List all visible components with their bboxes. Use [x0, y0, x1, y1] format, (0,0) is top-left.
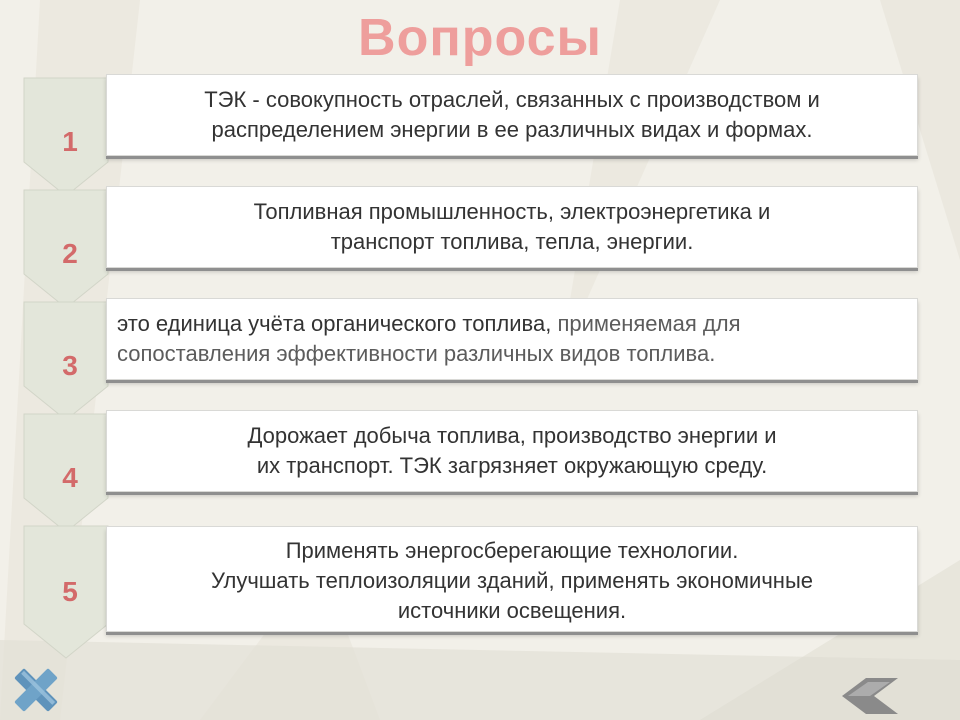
item-number-5: 5 [62, 576, 78, 607]
answer-3-line-1-muted: применяемая для [551, 311, 741, 336]
back-arrow-icon[interactable] [840, 676, 900, 716]
answer-3-line-1-main: это единица учёта органического топлива, [117, 311, 552, 336]
answer-3-line-1 [117, 309, 917, 339]
answer-5-line-1: Применять энергосберегающие технологии. [285, 538, 739, 563]
answer-card-5[interactable] [106, 526, 918, 632]
answer-4-line-2: их транспорт. ТЭК загрязняет окружающую среду. [256, 453, 768, 478]
answer-1-line-2: распределением энергии в ее различных видах и формах. [211, 117, 813, 142]
item-number-4: 4 [62, 462, 78, 493]
item-number-1: 1 [62, 126, 78, 157]
answer-card-4[interactable] [106, 410, 918, 492]
answer-card-2[interactable] [106, 186, 918, 268]
answer-3-line-2: сопоставления эффективности различных видов топлива. [117, 341, 716, 366]
answer-4-line-1: Дорожает добыча топлива, производство энергии и [247, 423, 777, 448]
item-number-3: 3 [62, 350, 78, 381]
answer-1-line-1: ТЭК - совокупность отраслей, связанных с производством и [204, 87, 820, 112]
answer-card-1[interactable] [106, 74, 918, 156]
answer-5-line-2: Улучшать теплоизоляции зданий, применять экономичные [210, 568, 813, 593]
item-number-2: 2 [62, 238, 78, 269]
answer-card-3[interactable] [106, 298, 918, 380]
answer-2-line-2: транспорт топлива, тепла, энергии. [330, 229, 694, 254]
page-title: Вопросы [358, 9, 602, 67]
close-x-icon[interactable] [8, 664, 64, 716]
answer-2-line-1: Топливная промышленность, электроэнергетика и [253, 199, 771, 224]
answer-5-line-3: источники освещения. [397, 598, 627, 623]
